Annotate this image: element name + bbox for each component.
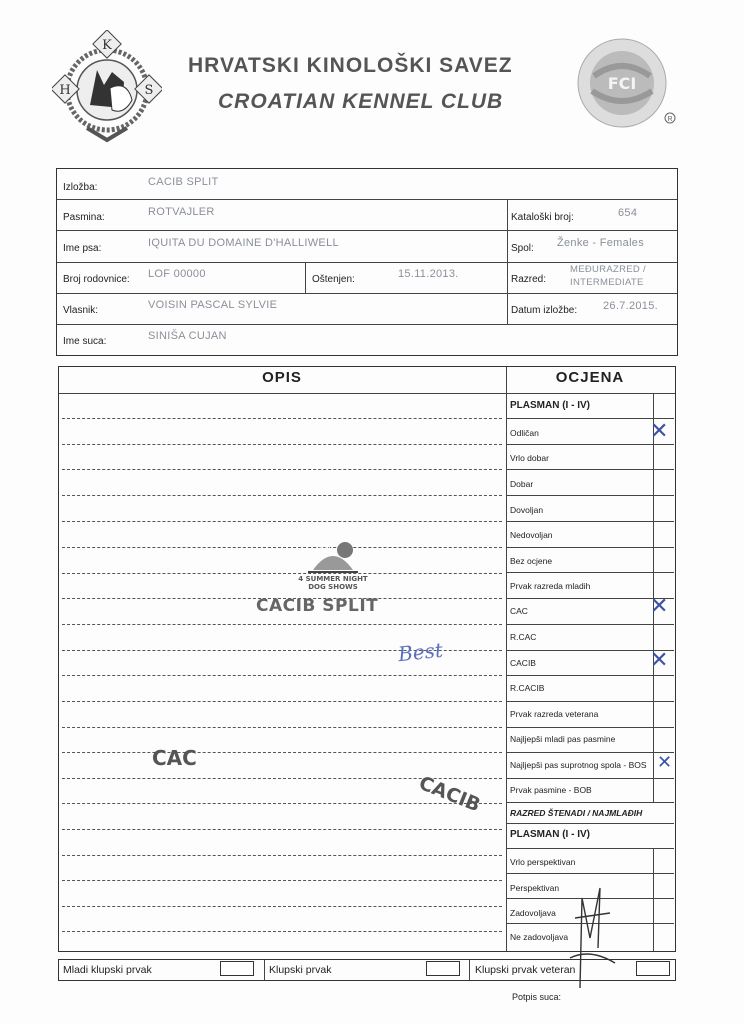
title-cacib: CACIB — [510, 658, 536, 668]
rating-ne-zadovoljava: Ne zadovoljava — [510, 932, 569, 942]
title-prvak-veterana: Prvak razreda veterana — [510, 709, 599, 719]
pasmina-value: ROTVAJLER — [148, 206, 215, 218]
cac-stamp: CAC — [152, 746, 197, 770]
title-en: CROATIAN KENNEL CLUB — [218, 90, 504, 113]
sudac-value: SINIŠA CUJAN — [148, 330, 227, 342]
split-stamp: Split 4 SUMMER NIGHT DOG SHOWS — [298, 542, 368, 591]
datum-label: Datum izložbe: — [511, 305, 578, 316]
rating-odlican: Odličan — [510, 428, 539, 438]
evaluation-table — [58, 366, 676, 952]
veteran-label: Klupski prvak veteran — [475, 964, 576, 976]
mladi-klupski-checkbox[interactable] — [220, 961, 254, 976]
rating-vrlo-dobar: Vrlo dobar — [510, 453, 549, 463]
razred-label: Razred: — [511, 274, 547, 285]
klupski-label: Klupski prvak — [269, 964, 332, 976]
rating-nedovoljan: Nedovoljan — [510, 530, 553, 540]
rating-vrlo-perspektivan: Vrlo perspektivan — [510, 857, 576, 867]
razred-value-2: INTERMEDIATE — [570, 277, 644, 288]
rodovnica-value: LOF 00000 — [148, 268, 206, 280]
hks-logo — [52, 30, 162, 145]
svg-text:S: S — [144, 83, 154, 98]
rating-dobar: Dobar — [510, 479, 534, 489]
spol-value: Ženke - Females — [557, 237, 645, 249]
ime-psa-value: IQUITA DU DOMAINE D'HALLIWELL — [148, 237, 339, 249]
izlozba-value: CACIB SPLIT — [148, 176, 219, 188]
fci-logo — [570, 36, 680, 131]
svg-text:K: K — [102, 38, 112, 53]
x-mark-cacib: ✕ — [650, 648, 669, 673]
title-hr: HRVATSKI KINOLOŠKI SAVEZ — [188, 54, 513, 77]
mladi-klupski-label: Mladi klupski prvak — [63, 964, 152, 976]
rating-dovoljan: Dovoljan — [510, 505, 544, 515]
title-najljepsi-mladi: Najljepši mladi pas pasmine — [510, 734, 616, 744]
handwritten-note: Best — [396, 637, 444, 667]
rating-zadovoljava: Zadovoljava — [510, 908, 556, 918]
rating-perspektivan: Perspektivan — [510, 883, 560, 893]
opis-header: OPIS — [262, 369, 302, 386]
pasmina-label: Pasmina: — [63, 212, 105, 223]
razred-value-1: MEĐURAZRED / — [570, 264, 646, 275]
cacib-split-stamp: CACIB SPLIT — [256, 596, 379, 616]
sudac-label: Ime suca: — [63, 336, 107, 347]
vlasnik-value: VOISIN PASCAL SYLVIE — [148, 299, 278, 311]
rating-bez-ocjene: Bez ocjene — [510, 556, 553, 566]
title-bos: Najljepši pas suprotnog spola - BOS — [510, 760, 647, 770]
title-prvak-mladih: Prvak razreda mladih — [510, 581, 591, 591]
izlozba-label: Izložba: — [63, 182, 98, 193]
x-mark-cac: ✕ — [650, 594, 669, 619]
spol-label: Spol: — [511, 243, 534, 254]
info-table — [56, 168, 678, 356]
ostenjen-value: 15.11.2013. — [398, 268, 459, 280]
plasman-header-2: PLASMAN (I - IV) — [510, 829, 590, 840]
title-rcac: R.CAC — [510, 632, 537, 642]
title-cac: CAC — [510, 606, 528, 616]
katalog-value: 654 — [618, 207, 638, 219]
datum-value: 26.7.2015. — [603, 300, 658, 312]
x-mark-bos: ✕ — [657, 752, 673, 773]
rodovnica-label: Broj rodovnice: — [63, 274, 130, 285]
ostenjen-label: Oštenjen: — [312, 274, 355, 285]
klupski-checkbox[interactable] — [426, 961, 460, 976]
veteran-checkbox[interactable] — [636, 961, 670, 976]
katalog-label: Kataloški broj: — [511, 212, 574, 223]
title-bob: Prvak pasmine - BOB — [510, 785, 592, 795]
ocjena-header: OCJENA — [555, 369, 625, 386]
x-mark-odlican: ✕ — [650, 419, 669, 444]
cacib-stamp: CACIB — [415, 772, 484, 817]
potpis-label: Potpis suca: — [512, 992, 562, 1002]
vlasnik-label: Vlasnik: — [63, 305, 99, 316]
razred-stenadi-header: RAZRED ŠTENADI / NAJMLAĐIH — [510, 808, 643, 818]
svg-text:FCI: FCI — [607, 74, 637, 93]
ime-psa-label: Ime psa: — [63, 243, 102, 254]
svg-text:R: R — [667, 116, 673, 123]
title-rcacib: R.CACIB — [510, 683, 545, 693]
svg-text:H: H — [59, 83, 71, 98]
plasman-header-1: PLASMAN (I - IV) — [510, 400, 590, 411]
